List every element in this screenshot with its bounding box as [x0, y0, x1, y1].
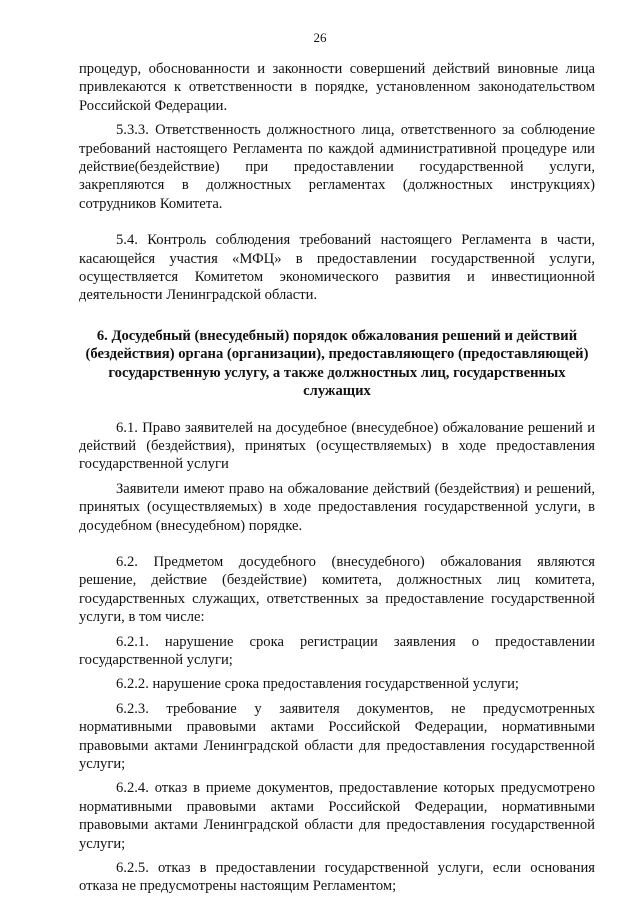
paragraph-6-2-1: 6.2.1. нарушение срока регистрации заявления о предоставлении государственной услуги;: [79, 633, 595, 668]
paragraph-6-2: 6.2. Предметом досудебного (внесудебного) обжалования являются решение, действие (бездействие) комитета, должностных лиц комитета, государственных служащих, ответственных за предоставление государственной услуги, в том числе:: [79, 553, 595, 626]
paragraph-6-2-2: 6.2.2. нарушение срока предоставления государственной услуги;: [116, 676, 519, 693]
document-body: [79, 60, 595, 896]
paragraph-5-3-3: 5.3.3. Ответственность должностного лица, ответственного за соблюдение требований настоящего Регламента по каждой административной процедуре или действие(бездействие) при предоставлении государственной услуги, закрепляются в должностных регламентах (должностных инструкциях) сотрудников Комитета.: [79, 122, 595, 212]
paragraph-continuation: процедур, обоснованности и законности совершений действий виновные лица привлекаются к ответственности в порядке, установленном законодательством Российской Федерации.: [79, 61, 595, 114]
page-number: 26: [313, 30, 327, 45]
paragraph-appellants-right: Заявители имеют право на обжалование действий (бездействия) и решений, принятых (осуществляемых) в ходе предоставления государственной услуги, в досудебном (внесудебном) порядке.: [79, 480, 595, 534]
paragraph-5-4: 5.4. Контроль соблюдения требований настоящего Регламента в части, касающейся участия «МФЦ» в предоставлении государственной услуги, осуществляется Комитетом экономического развития и инвестиционной деятельности Ленинградской области.: [79, 232, 595, 304]
paragraph-6-2-5: 6.2.5. отказ в предоставлении государственной услуги, если основания отказа не предусмотрены настоящим Регламентом;: [79, 860, 595, 895]
section-heading-6: 6. Досудебный (внесудебный) порядок обжалования решений и действий (бездействия) органа (организации), предоставляющего (предоставляющей) государственную услугу, а также должностных лиц, государственных служащих: [85, 327, 589, 400]
paragraph-6-1: 6.1. Право заявителей на досудебное (внесудебное) обжалование решений и действий (бездействия), принятых (осуществляемых) в ходе предоставления государственной услуги: [79, 419, 595, 473]
paragraph-6-2-3: 6.2.3. требование у заявителя документов, не предусмотренных нормативными правовыми актами Российской Федерации, нормативными правовыми актами Ленинградской области для предоставления государственной услуги;: [79, 700, 595, 772]
paragraph-6-2-4: 6.2.4. отказ в приеме документов, предоставление которых предусмотрено нормативными правовыми актами Российской Федерации, нормативными правовыми актами Ленинградской области для предоставления государственной услуги;: [79, 780, 595, 852]
